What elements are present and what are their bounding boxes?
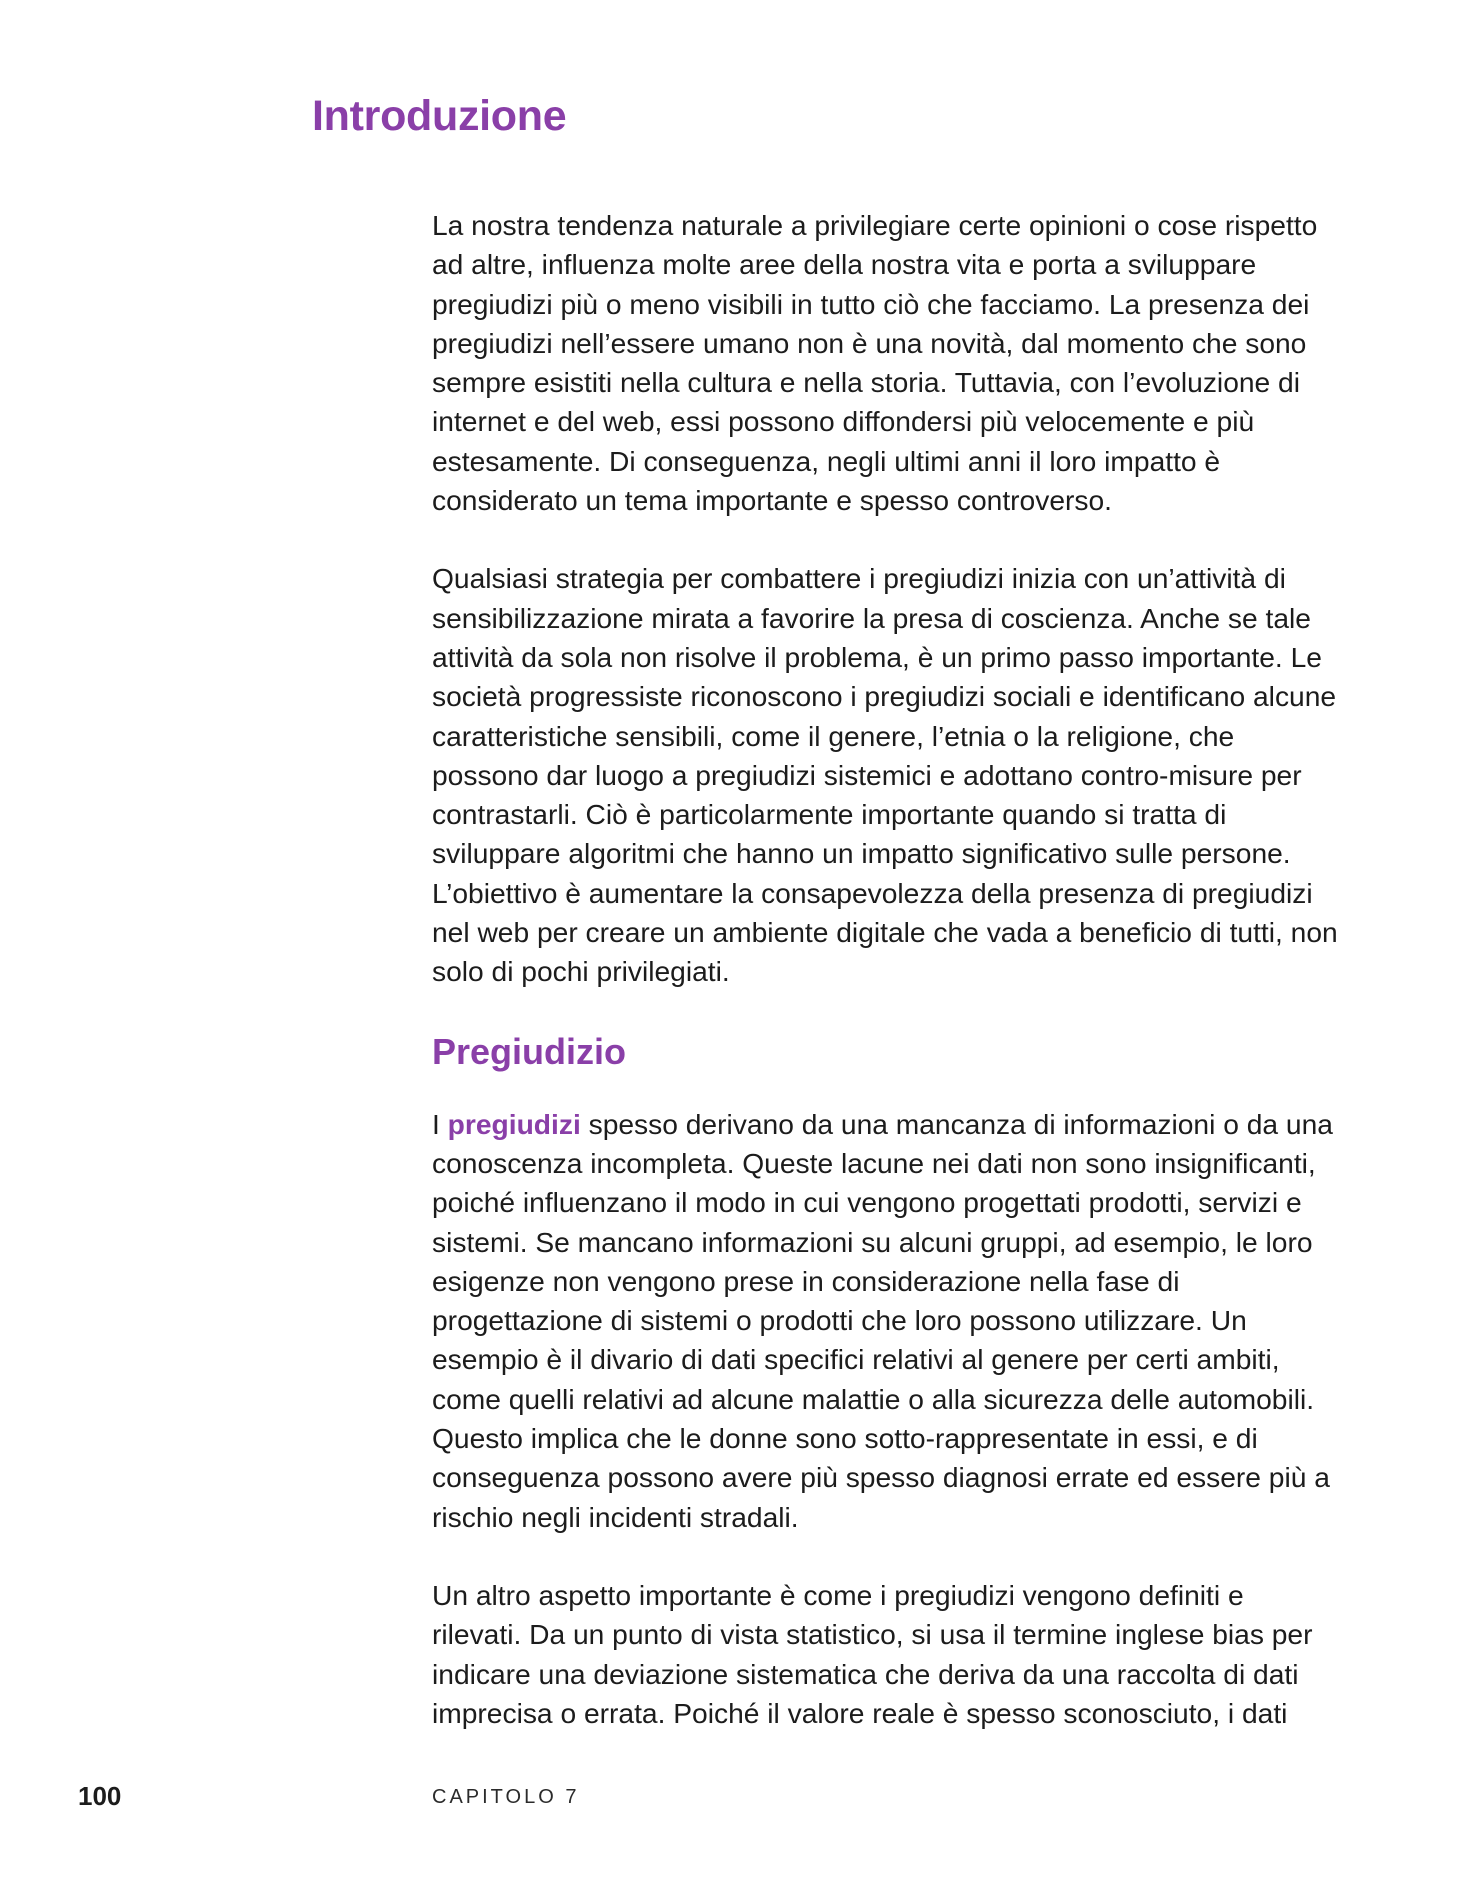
highlighted-term: pregiudizi	[447, 1107, 581, 1140]
paragraph-rest: spesso derivano da una mancanza di informazioni o da una conoscenza incompleta. Queste lacune nei dati non sono insignificanti, poiché influenzano il modo in cui vengono progettati prodotti, servizi e sistemi. Se mancano informazioni su alcuni gruppi, ad esempio, le loro esigenze non vengono prese in considerazione nella fase di progettazione di sistemi o prodotti che loro possono utilizzare. Un esempio è il divario di dati specifici relativi al genere per certi ambiti, come quelli relativi ad alcune malattie o alla sicurezza delle automobili. Questo implica che le donne sono sotto-rappresentate in essi, e di conseguenza possono avere più spesso diagnosi errate ed essere più a rischio negli incidenti stradali.	[432, 1107, 1333, 1533]
paragraph-lead: I	[432, 1107, 448, 1140]
page-title: Introduzione	[312, 92, 567, 140]
intro-paragraph-1: La nostra tendenza naturale a privilegiare certe opinioni o cose rispetto ad altre, influenza molte aree della nostra vita e porta a sviluppare pregiudizi più o meno visibili in tutto ciò che facciamo. La presenza dei pregiudizi nell’essere umano non è una novità, dal momento che sono sempre esistiti nella cultura e nella storia. Tuttavia, con l’evoluzione di internet e del web, essi possono diffondersi più velocemente e più estesamente. Di conseguenza, negli ultimi anni il loro impatto è considerato un tema importante e spesso controverso.	[432, 209, 1318, 517]
section-title-pregiudizio: Pregiudizio	[432, 1030, 627, 1072]
pregiudizio-paragraph-1	[432, 1105, 1340, 1537]
chapter-label: CAPITOLO 7	[432, 1786, 580, 1808]
page-number: 100	[78, 1781, 122, 1811]
main-content	[432, 206, 1340, 1733]
pregiudizio-paragraph-2: Un altro aspetto importante è come i pregiudizi vengono definiti e rilevati. Da un punto di vista statistico, si usa il termine inglese bias per indicare una deviazione sistematica che deriva da una raccolta di dati imprecisa o errata. Poiché il valore reale è spesso sconosciuto, i dati	[432, 1578, 1313, 1729]
intro-paragraph-2: Qualsiasi strategia per combattere i pregiudizi inizia con un’attività di sensibilizzazione mirata a favorire la presa di coscienza. Anche se tale attività da sola non risolve il problema, è un primo passo importante. Le società progressiste riconoscono i pregiudizi sociali e identificano alcune caratteristiche sensibili, come il genere, l’etnia o la religione, che possono dar luogo a pregiudizi sistemici e adottano contro-misure per contrastarli. Ciò è particolarmente importante quando si tratta di sviluppare algoritmi che hanno un impatto significativo sulle persone. L’obiettivo è aumentare la consapevolezza della presenza di pregiudizi nel web per creare un ambiente digitale che vada a beneficio di tutti, non solo di pochi privilegiati.	[432, 562, 1338, 988]
